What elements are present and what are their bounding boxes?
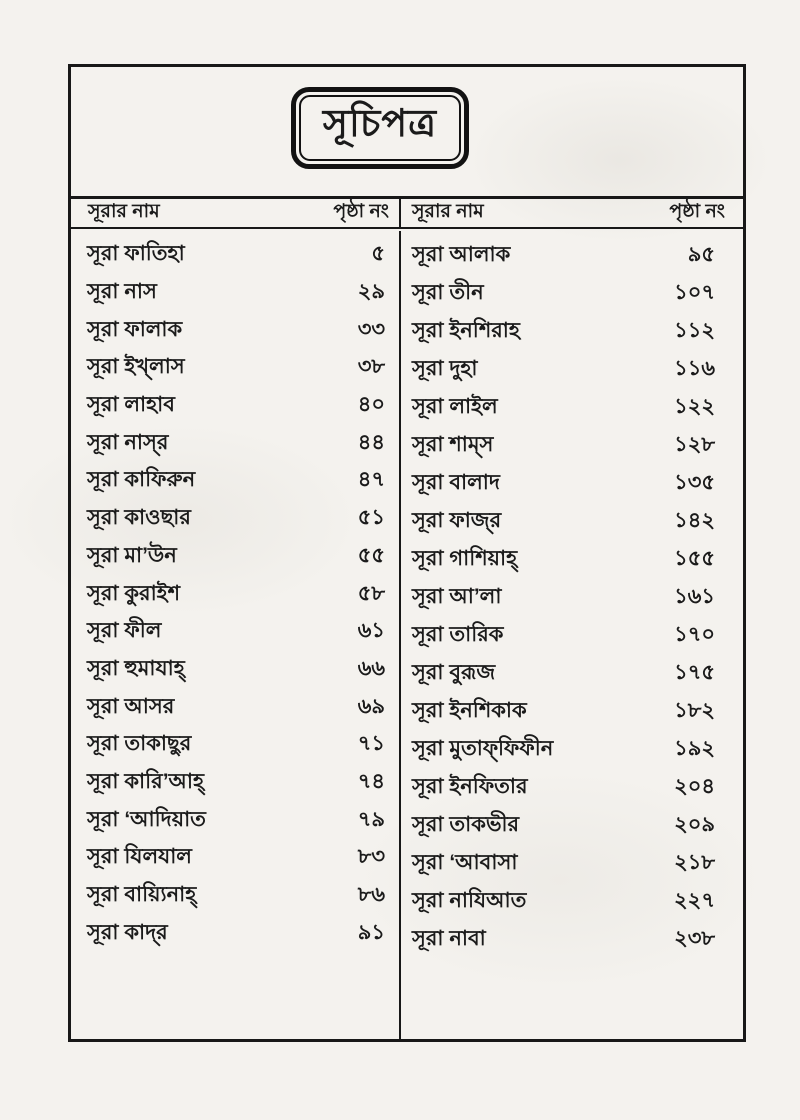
surah-name: সূরা বায়্যিনাহ্ xyxy=(87,883,197,907)
toc-row xyxy=(401,806,743,844)
surah-name: সূরা নাস xyxy=(87,280,157,304)
page-number: ১২৮ xyxy=(674,432,715,456)
surah-name: সূরা বুরূজ xyxy=(412,660,496,684)
surah-name: সূরা বালাদ xyxy=(412,470,500,494)
page-number: ৫৮ xyxy=(357,581,385,605)
surah-name: সূরা মুতাফ্‌ফিফীন xyxy=(412,736,554,760)
page-number: ১৭৫ xyxy=(674,660,715,684)
surah-name: সূরা আসর xyxy=(87,694,175,718)
page-number: ৪৪ xyxy=(357,430,385,454)
surah-name: সূরা কাওছার xyxy=(87,506,191,530)
page-number: ১০৭ xyxy=(674,280,715,304)
surah-name: সূরা যিলযাল xyxy=(87,845,192,869)
toc-row xyxy=(71,764,399,802)
page-number: ১২২ xyxy=(674,394,715,418)
toc-row xyxy=(401,768,743,806)
surah-name: সূরা গাশিয়াহ্ xyxy=(412,546,518,570)
page-number: ১১২ xyxy=(674,318,715,342)
toc-row xyxy=(71,349,399,387)
surah-name: সূরা আলাক xyxy=(412,242,511,266)
surah-name: সূরা কাফিরুন xyxy=(87,468,196,492)
page-number: ৭৪ xyxy=(357,769,385,793)
page-number-header-label: পৃষ্ঠা নং xyxy=(333,201,389,222)
page-number: ২১৮ xyxy=(674,850,715,874)
toc-title-box xyxy=(291,87,469,169)
toc-row xyxy=(401,312,743,350)
surah-name: সূরা ফীল xyxy=(87,619,162,643)
table-header-right xyxy=(399,199,743,227)
toc-row xyxy=(401,578,743,616)
surah-name: সূরা কারি’আহ্ xyxy=(87,769,205,793)
page-number: ১৯২ xyxy=(674,736,715,760)
toc-row xyxy=(71,575,399,613)
toc-row xyxy=(401,844,743,882)
surah-name: সূরা ‘আবাসা xyxy=(412,850,518,874)
page-number: ৫ xyxy=(371,242,385,266)
page-number: ১৩৫ xyxy=(674,470,715,494)
toc-row xyxy=(71,688,399,726)
page-number: ২২৭ xyxy=(674,888,715,912)
toc-row xyxy=(401,920,743,958)
page-title: সূচিপত্র xyxy=(299,95,461,161)
page-number: ৭৯ xyxy=(357,807,385,831)
table-header-left xyxy=(71,199,399,227)
page-number: ৭১ xyxy=(357,732,385,756)
toc-column-right xyxy=(399,231,743,1039)
page-number-header-label: পৃষ্ঠা নং xyxy=(669,201,725,222)
page-number: ৬৬ xyxy=(357,656,385,680)
page-number: ৮৬ xyxy=(357,883,385,907)
page-number: ২০৯ xyxy=(674,812,715,836)
toc-row xyxy=(71,387,399,425)
toc-row xyxy=(71,462,399,500)
toc-row xyxy=(71,801,399,839)
page-number: ৫১ xyxy=(357,506,385,530)
toc-row xyxy=(71,914,399,952)
surah-name: সূরা নাযিআত xyxy=(412,888,527,912)
surah-name: সূরা তাকভীর xyxy=(412,812,520,836)
toc-row xyxy=(401,882,743,920)
surah-name: সূরা নাস্‌র xyxy=(87,430,169,454)
toc-row xyxy=(71,839,399,877)
page-number: ৯৫ xyxy=(687,242,715,266)
surah-name: সূরা শাম্‌স xyxy=(412,432,494,456)
toc-row xyxy=(401,236,743,274)
page-number: ৮৩ xyxy=(357,845,385,869)
surah-name: সূরা তারিক xyxy=(412,622,504,646)
toc-row xyxy=(71,538,399,576)
surah-name: সূরা ইনফিতার xyxy=(412,774,528,798)
toc-row xyxy=(401,426,743,464)
toc-row xyxy=(401,730,743,768)
surah-name-header-label: সূরার নাম xyxy=(412,201,484,222)
page-number: ১১৬ xyxy=(674,356,715,380)
surah-name: সূরা ফাজ্‌র xyxy=(412,508,502,532)
surah-name: সূরা ইনশিকাক xyxy=(412,698,527,722)
page-number: ৬১ xyxy=(357,619,385,643)
page-number: ২৯ xyxy=(357,280,385,304)
page-frame xyxy=(68,64,746,1042)
page-number: ১৮২ xyxy=(674,698,715,722)
surah-name: সূরা নাবা xyxy=(412,926,486,950)
toc-row xyxy=(71,424,399,462)
page-number: ২০৪ xyxy=(674,774,715,798)
toc-row xyxy=(71,651,399,689)
toc-row xyxy=(401,692,743,730)
surah-name: সূরা হুমাযাহ্ xyxy=(87,656,185,680)
toc-row xyxy=(401,616,743,654)
page-number: ১৪২ xyxy=(674,508,715,532)
toc-row xyxy=(71,236,399,274)
toc-row xyxy=(71,726,399,764)
toc-row xyxy=(401,388,743,426)
page-number: ৬৯ xyxy=(357,694,385,718)
page-number: ১৫৫ xyxy=(674,546,715,570)
page-number: ১৬১ xyxy=(674,584,715,608)
surah-name: সূরা কুরাইশ xyxy=(87,581,181,605)
surah-name: সূরা ইনশিরাহ xyxy=(412,318,520,342)
surah-name: সূরা লাহাব xyxy=(87,393,175,417)
surah-name: সূরা আ’লা xyxy=(412,584,502,608)
surah-name: সূরা ‘আদিয়াত xyxy=(87,807,206,831)
surah-name: সূরা লাইল xyxy=(412,394,498,418)
toc-row xyxy=(401,350,743,388)
surah-name: সূরা তীন xyxy=(412,280,484,304)
page-number: ৯১ xyxy=(357,920,385,944)
page-number: ২৩৮ xyxy=(674,926,715,950)
page-number: ১৭০ xyxy=(674,622,715,646)
table-header xyxy=(71,196,743,229)
surah-name: সূরা ফালাক xyxy=(87,317,183,341)
toc-row xyxy=(401,502,743,540)
surah-name: সূরা ফাতিহা xyxy=(87,242,185,266)
toc-row xyxy=(401,464,743,502)
toc-row xyxy=(71,500,399,538)
toc-row xyxy=(401,654,743,692)
toc-row xyxy=(71,311,399,349)
toc-body xyxy=(71,231,743,1039)
toc-row xyxy=(71,274,399,312)
surah-name: সূরা ইখ্‌লাস xyxy=(87,355,185,379)
surah-name-header-label: সূরার নাম xyxy=(88,201,160,222)
toc-column-left xyxy=(71,231,399,1039)
page-number: ৪০ xyxy=(357,393,385,417)
surah-name: সূরা কাদ্‌র xyxy=(87,920,168,944)
page-number: ৪৭ xyxy=(357,468,385,492)
toc-row xyxy=(71,877,399,915)
page-number: ৩৮ xyxy=(357,355,385,379)
page-number: ৩৩ xyxy=(357,317,385,341)
surah-name: সূরা দুহা xyxy=(412,356,478,380)
surah-name: সূরা মা’উন xyxy=(87,543,177,567)
surah-name: সূরা তাকাছুর xyxy=(87,732,192,756)
page-number: ৫৫ xyxy=(357,543,385,567)
toc-row xyxy=(71,613,399,651)
toc-row xyxy=(401,274,743,312)
toc-row xyxy=(401,540,743,578)
